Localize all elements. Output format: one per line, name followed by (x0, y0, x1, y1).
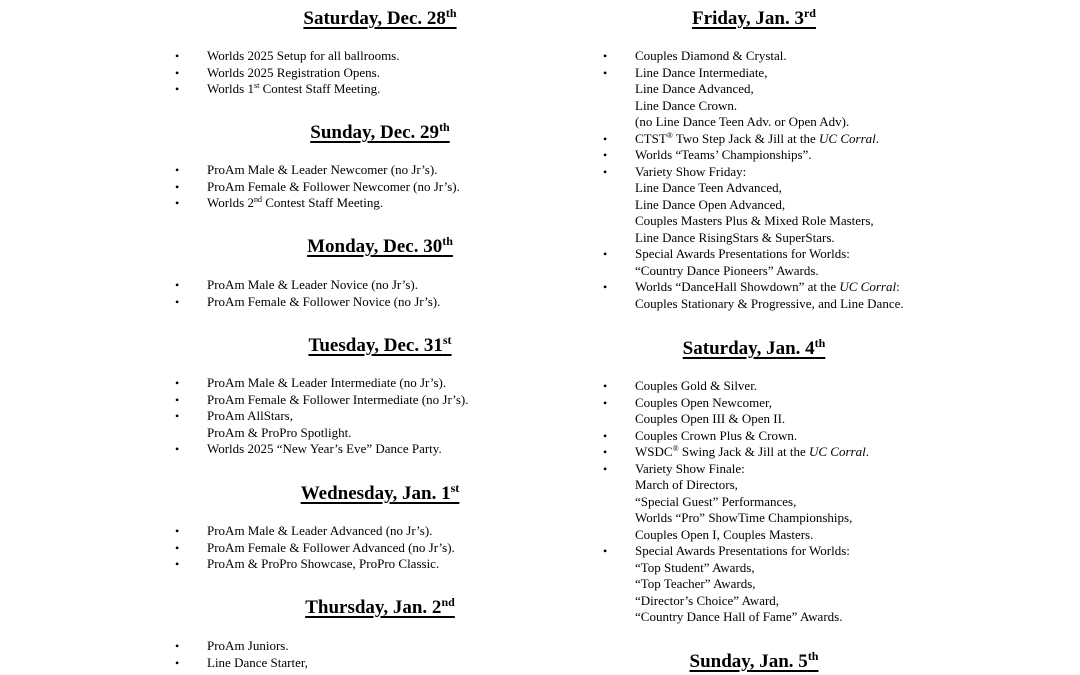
day-heading-jan-3: Friday, Jan. 3rd (692, 6, 816, 29)
list-item: • ProAm Juniors. (170, 638, 590, 655)
list-item: • Line Dance Intermediate, Line Dance Advanced, Line Dance Crown. (no Line Dance Teen Adv. or Open Adv). (598, 65, 1058, 131)
list-item: • Worlds 1st Contest Staff Meeting. (170, 81, 590, 98)
list-item: • ProAm AllStars, ProAm & ProPro Spotlight. (170, 408, 590, 441)
list-item: • ProAm Male & Leader Newcomer (no Jr’s). (170, 162, 590, 179)
day-items-jan-2 (170, 638, 590, 671)
list-item: • Couples Gold & Silver. (598, 378, 1058, 395)
day-items-jan-1 (170, 523, 590, 573)
list-item: • Line Dance Starter, (170, 655, 590, 672)
list-item: • Variety Show Friday: Line Dance Teen Advanced, Line Dance Open Advanced, Couples Masters Plus & Mixed Role Masters, Line Dance RisingStars & SuperStars. (598, 164, 1058, 247)
list-item: • Worlds 2025 Setup for all ballrooms. (170, 48, 590, 65)
list-item: • ProAm Male & Leader Novice (no Jr’s). (170, 277, 590, 294)
list-item: • WSDC® Swing Jack & Jill at the UC Corral. (598, 444, 1058, 461)
list-item: • Couples Crown Plus & Crown. (598, 428, 1058, 445)
day-items-dec-30 (170, 277, 590, 310)
list-item: • Couples Diamond & Crystal. (598, 48, 1058, 65)
list-item: • ProAm Female & Follower Intermediate (no Jr’s). (170, 392, 590, 409)
day-items-dec-29 (170, 162, 590, 212)
day-heading-jan-5: Sunday, Jan. 5th (689, 649, 819, 672)
day-heading-dec-28: Saturday, Dec. 28th (303, 6, 457, 29)
list-item: • ProAm Female & Follower Advanced (no Jr’s). (170, 540, 590, 557)
list-item: • ProAm & ProPro Showcase, ProPro Classic. (170, 556, 590, 573)
day-heading-dec-30: Monday, Dec. 30th (307, 234, 453, 257)
day-items-jan-4 (598, 378, 1058, 626)
list-item: • CTST® Two Step Jack & Jill at the UC Corral. (598, 131, 1058, 148)
day-heading-jan-1: Wednesday, Jan. 1st (300, 481, 460, 504)
list-item: • Worlds 2nd Contest Staff Meeting. (170, 195, 590, 212)
list-item: • ProAm Male & Leader Intermediate (no Jr’s). (170, 375, 590, 392)
day-items-jan-3 (598, 48, 1058, 312)
list-item: • Special Awards Presentations for Worlds: “Country Dance Pioneers” Awards. (598, 246, 1058, 279)
list-item: • Worlds “DanceHall Showdown” at the UC Corral: Couples Stationary & Progressive, and Line Dance. (598, 279, 1058, 312)
list-item: • ProAm Male & Leader Advanced (no Jr’s). (170, 523, 590, 540)
list-item: • Couples Open Newcomer, Couples Open III & Open II. (598, 395, 1058, 428)
day-heading-dec-31: Tuesday, Dec. 31st (308, 333, 452, 356)
list-item: • ProAm Female & Follower Novice (no Jr’s). (170, 294, 590, 311)
day-heading-jan-2: Thursday, Jan. 2nd (305, 595, 455, 618)
day-heading-dec-29: Sunday, Dec. 29th (310, 120, 450, 143)
list-item: • Special Awards Presentations for Worlds: “Top Student” Awards, “Top Teacher” Awards, “Director’s Choice” Award, “Country Dance Hall of Fame” Awards. (598, 543, 1058, 626)
day-items-dec-28 (170, 48, 590, 98)
list-item: • Worlds 2025 Registration Opens. (170, 65, 590, 82)
list-item: • Worlds “Teams’ Championships”. (598, 147, 1058, 164)
list-item: • Worlds 2025 “New Year’s Eve” Dance Party. (170, 441, 590, 458)
list-item: • Variety Show Finale: March of Directors, “Special Guest” Performances, Worlds “Pro” ShowTime Championships, Couples Open I, Couples Masters. (598, 461, 1058, 544)
list-item: • ProAm Female & Follower Newcomer (no Jr’s). (170, 179, 590, 196)
day-heading-jan-4: Saturday, Jan. 4th (682, 336, 826, 359)
day-items-dec-31 (170, 375, 590, 458)
